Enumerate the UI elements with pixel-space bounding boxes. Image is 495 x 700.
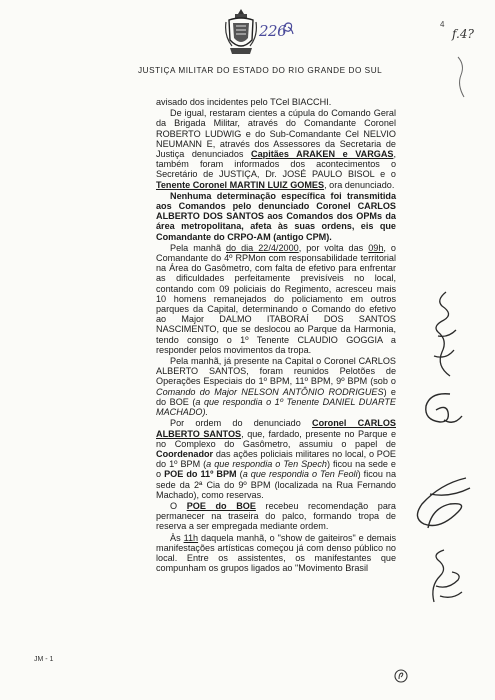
margin-mark-icon (455, 55, 471, 99)
footer-form-code: JM - 1 (34, 656, 54, 663)
document-header: JUSTIÇA MILITAR DO ESTADO DO RIO GRANDE DO SUL (138, 66, 383, 75)
paragraph-6 (156, 418, 396, 500)
handwritten-page-number: 226 (259, 22, 287, 40)
p6-text-e: ( (236, 469, 243, 480)
paragraph-4 (156, 243, 396, 355)
p6-bold-poe11: POE do 11º BPM (164, 469, 237, 480)
signature-3-icon (410, 474, 472, 536)
p5-text-a: Pela manhã, já presente na Capital o Coronel CARLOS ALBERTO SANTOS, foram reunidos Pelotões de Operações Especiais do 1º BPM, 11º BPM, 9º BPM (sob o (156, 356, 396, 387)
p4-text-a: Pela manhã (170, 242, 226, 253)
corner-scribble: f.4? (452, 27, 474, 41)
paragraph-5 (156, 356, 396, 417)
signature-4-icon (426, 546, 466, 606)
p7-text-b: recebeu recomendação para permanecer na traseira do palco, formando tropa de reserva a ser empregada mediante ordem. (156, 500, 396, 532)
p4-text-c: , o Comandante do 4º RPMon com responsabilidade territorial na Área do Gasômetro, com falta de efetivo para enfrentar as dificuldades perfeitamente previsíveis no local, contando com 09 policiais do Regimento, acresceu mais 10 homens remanejados do policiamento em outros parques da Capital, determinando o Comando do efetivo ao Major DALMO ITABORAÍ DOS SANTOS NASCIMENTO, que se deslocou ao Parque da Harmonia, tendo consigo o 1º Tenente CLAUDIO GOGGIA a responder pelos movimentos da tropa. (156, 242, 396, 355)
p2-bold-captains: Capitães ARAKEN e VARGAS (251, 149, 394, 160)
p4-date: do dia 22/4/2000 (226, 242, 299, 253)
p7-text-a: O (170, 500, 187, 511)
paragraph-1-text: avisado dos incidentes pelo TCel BIACCHI. (156, 97, 332, 107)
p6-bold-colonel: Coronel CARLOS ALBERTO SANTOS (156, 418, 396, 439)
p8-text-b: daquela manhã, o "show de gaiteiros" e demais manifestações artísticas começou já com denso público no local. Entre os assistentes, os manifestantes que compunham os grupos ligados ao "Movimento Brasil (156, 532, 397, 574)
p6-italic-feoli: a que respondia o Ten Feoli (242, 469, 358, 480)
p2-text-c: , ora denunciado. (324, 179, 395, 190)
footer-initial-icon (393, 668, 409, 684)
p4-time: 09h (368, 242, 384, 253)
paragraph-8 (156, 533, 396, 574)
p2-bold-lt-colonel: Tenente Coronel MARTIN LUIZ GOMES (156, 179, 325, 190)
paragraph-7 (156, 501, 396, 532)
p8-text-a: Às (170, 532, 184, 543)
paragraph-2 (156, 108, 396, 190)
p5-italic-lieutenant: a que respondia o 1º Tenente DANIEL DUARTE MACHADO). (156, 396, 396, 418)
p6-bold-coordinator: Coordenador (156, 448, 214, 459)
p3-bold-text: Nenhuma determinação específica foi transmitida aos Comandos pelo denunciado Coronel CARLOS ALBERTO DOS SANTOS aos Comandos dos OPMs da área metropolitana, afeta às suas ordens, eis que Comandante do CRPO-AM (antigo CPM). (156, 190, 396, 242)
document-body (156, 97, 396, 574)
p5-italic-major: Comando do Major NELSON ANTÔNIO RODRIGUES (156, 386, 384, 397)
p6-text-a: Por ordem do denunciado (170, 418, 313, 429)
paragraph-1 (156, 97, 396, 107)
signature-1-icon (428, 286, 460, 378)
p4-text-b: , por volta das (298, 242, 369, 253)
p6-text-d: ) ficou na sede e o (156, 459, 396, 480)
paragraph-3 (156, 191, 396, 242)
p6-text-b: , que, fardado, presente no Parque e no Complexo do Gasômetro, assumiu o papel de (156, 428, 397, 449)
p5-text-b: ) e do BOE ( (156, 386, 396, 407)
p2-text-b: , também foram informados dos acontecimentos o Secretário de JUSTIÇA, Dr. JOSÉ PAULO BISOL e o (156, 149, 396, 180)
p8-time: 11h (183, 532, 199, 543)
p6-text-f: ) ficou na sede da 2ª Cia do 9º BPM (localizada na Rua Fernando Machado), como reservas. (156, 469, 397, 500)
p6-text-c: das ações policiais militares no local, o POE do 1º BPM ( (156, 448, 396, 470)
p2-text-a: De igual, restaram cientes a cúpula do Comando Geral da Brigada Militar, através do Comandante Coronel ROBERTO LUDWIG e do Sub-Comandante Cel NELVIO NEUMANN E, através dos Assessores da Secretaria de Justiça denunciados (156, 108, 396, 160)
p6-italic-spech: a que respondia o Ten Spech (206, 459, 327, 470)
p7-bold-poe-boe: POE do BOE (186, 500, 256, 511)
coat-of-arms-icon (224, 8, 258, 58)
signature-2-icon (420, 390, 464, 428)
corner-page-number: 4 (440, 20, 445, 29)
initials-mark-icon (282, 21, 294, 35)
